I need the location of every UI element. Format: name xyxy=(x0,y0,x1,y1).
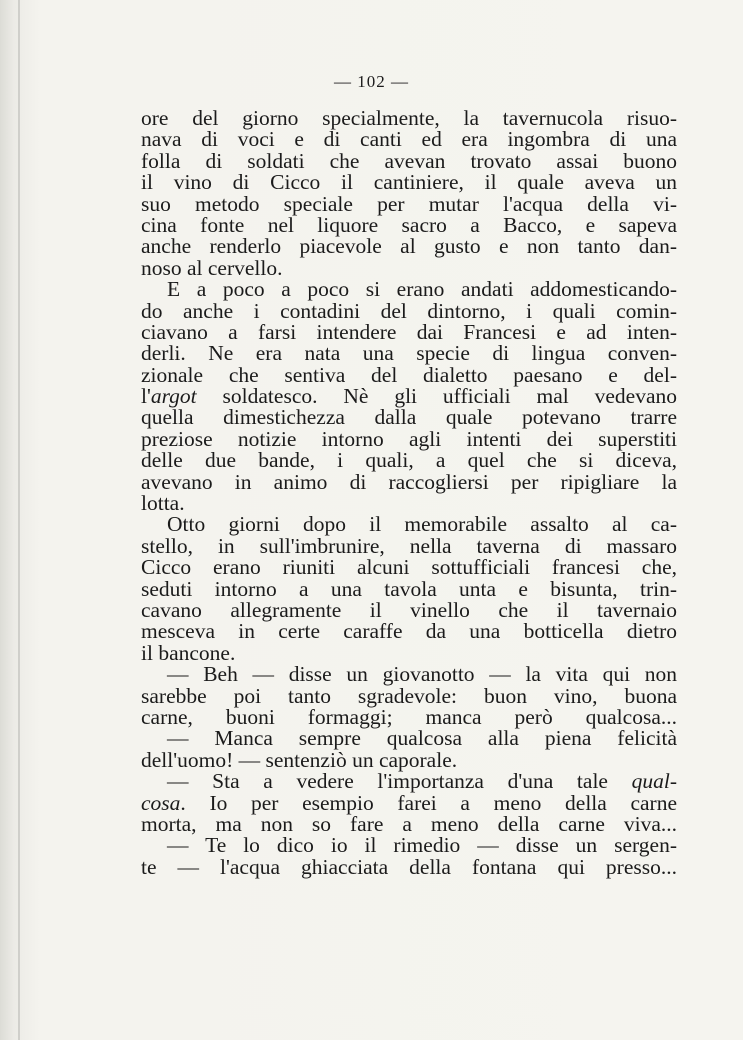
text-line: avevano in animo di raccogliersi per ripigliare la xyxy=(141,469,677,494)
text-line xyxy=(141,790,677,815)
text-line: — Beh — disse un giovanotto — la vita qui non xyxy=(167,662,677,687)
text-line: zionale che sentiva del dialetto paesano e del- xyxy=(141,362,677,387)
text-line: stello, in sull'imbrunire, nella taverna di massaro xyxy=(141,533,677,558)
text-line: seduti intorno a una tavola unta e bisunta, trin- xyxy=(141,576,677,601)
text-fragment: l' xyxy=(141,384,151,409)
body-text xyxy=(141,108,677,878)
text-line: carne, buoni formaggi; manca però qualcosa... xyxy=(141,704,677,729)
text-line: ore del giorno specialmente, la tavernucola risuo- xyxy=(141,106,677,130)
text-line xyxy=(141,771,677,792)
text-line: mesceva in certe caraffe da una botticella dietro xyxy=(141,619,677,644)
text-line: Cicco erano riuniti alcuni sottufficiali francesi che, xyxy=(141,555,677,580)
text-line: morta, ma non so fare a meno della carne viva... xyxy=(141,811,677,836)
text-line: il vino di Cicco il cantiniere, il quale aveva un xyxy=(141,170,677,195)
text-line: E a poco a poco si erano andati addomesticando- xyxy=(167,277,677,302)
text-line: Otto giorni dopo il memorabile assalto al ca- xyxy=(167,512,677,537)
text-line: te — l'acqua ghiacciata della fontana qui presso... xyxy=(141,854,677,879)
page-gutter xyxy=(18,0,20,1040)
text-line xyxy=(141,386,677,407)
text-line: il bancone. xyxy=(141,640,236,665)
text-line: nava di voci e di canti ed era ingombra di una xyxy=(141,127,677,152)
text-fragment: soldatesco. Nè gli ufficiali mal vedevano xyxy=(196,384,677,409)
text-line: cavano allegramente il vinello che il tavernaio xyxy=(141,597,677,622)
text-line: dell'uomo! — sentenziò un caporale. xyxy=(141,747,458,772)
text-line: lotta. xyxy=(141,491,185,516)
text-line: — Te lo dico io il rimedio — disse un sergen- xyxy=(167,833,677,858)
text-line: quella dimestichezza dalla quale potevano trarre xyxy=(141,405,677,430)
text-fragment: . Io per esempio farei a meno della carne xyxy=(180,790,677,815)
text-line: sarebbe poi tanto sgradevole: buon vino, buona xyxy=(141,683,677,708)
text-line: anche renderlo piacevole al gusto e non tanto dan- xyxy=(141,234,677,259)
italic-word: argot xyxy=(150,384,197,409)
page-number: — 102 — xyxy=(334,72,409,91)
text-line: cina fonte nel liquore sacro a Bacco, e sapeva xyxy=(141,212,677,237)
text-line: delle due bande, i quali, a quel che si diceva, xyxy=(141,448,677,473)
text-line: folla di soldati che avevan trovato assai buono xyxy=(141,148,677,173)
text-line: preziose notizie intorno agli intenti dei superstiti xyxy=(141,426,677,451)
text-line: ciavano a farsi intendere dai Francesi e ad inten- xyxy=(141,319,677,344)
text-fragment: — Sta a vedere l'importanza d'una tale xyxy=(167,769,632,794)
text-line: do anche i contadini del dintorno, i quali comin- xyxy=(141,298,677,323)
text-line: — Manca sempre qualcosa alla piena felicità xyxy=(167,726,677,751)
text-line: suo metodo speciale per mutar l'acqua della vi- xyxy=(141,191,677,216)
italic-word: qual- xyxy=(631,769,677,794)
text-line: derli. Ne era nata una specie di lingua conven- xyxy=(141,341,677,366)
italic-word: cosa xyxy=(141,790,181,815)
text-line: noso al cervello. xyxy=(141,255,283,280)
